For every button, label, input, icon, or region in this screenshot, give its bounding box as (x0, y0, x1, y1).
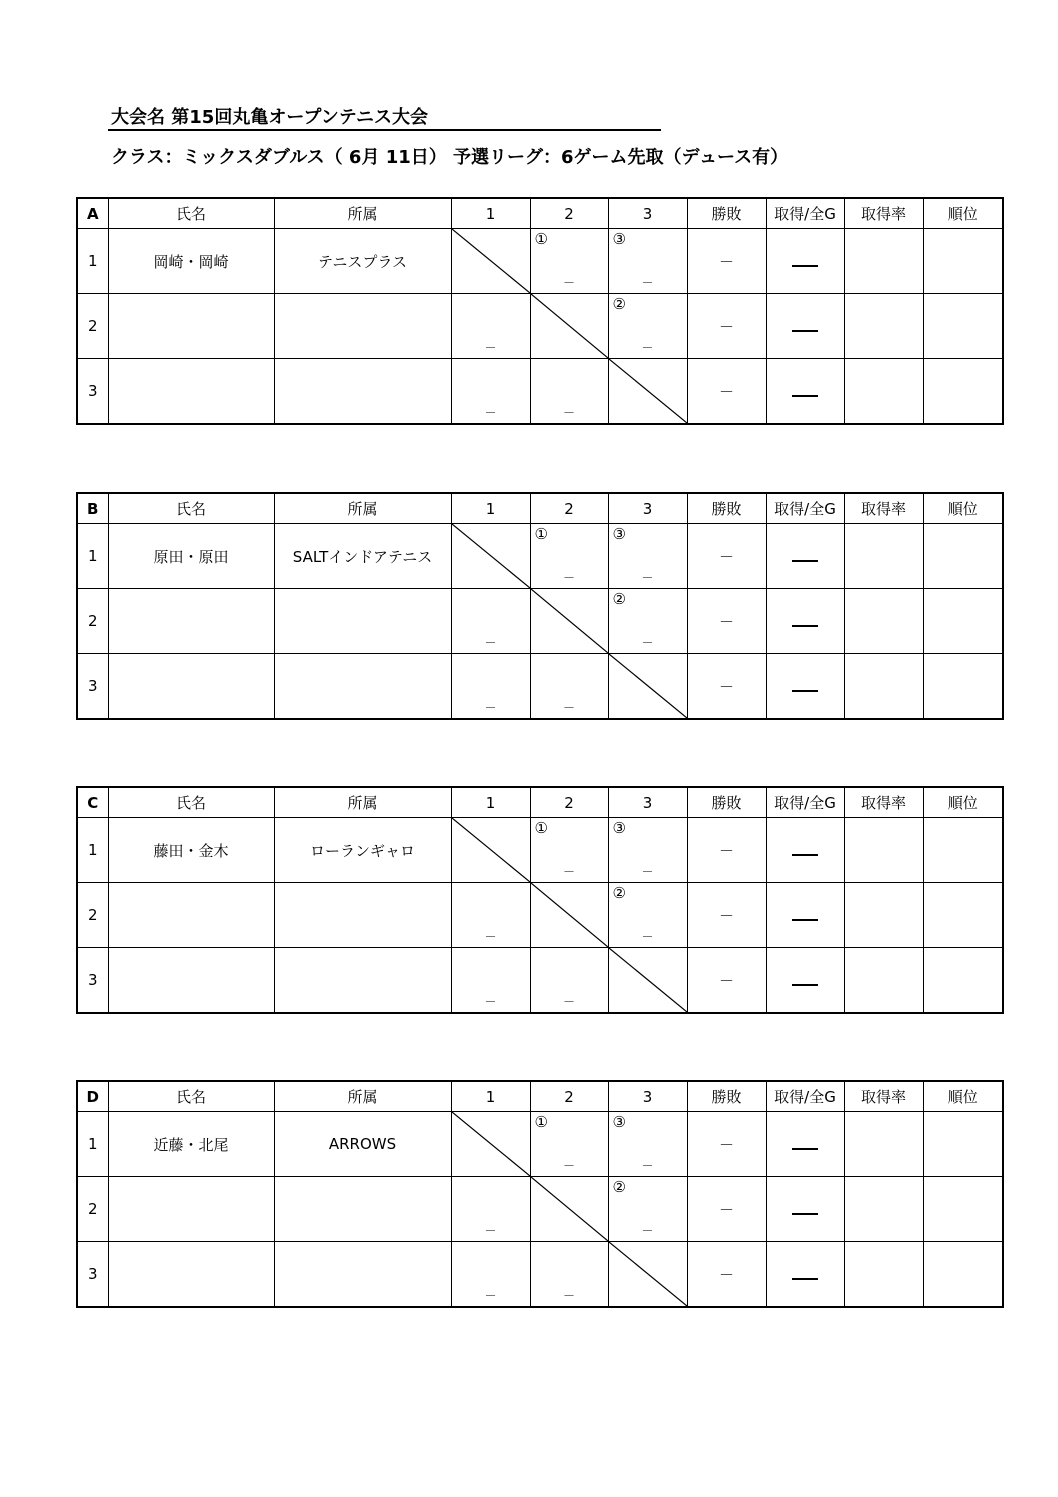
title-underline (108, 129, 661, 131)
score-dash: － (484, 341, 497, 355)
club-name (274, 1177, 451, 1242)
games-ratio-cell (766, 818, 844, 883)
club-name (274, 654, 451, 720)
player-row-2 (77, 883, 1003, 948)
club-name (274, 359, 451, 425)
header-row (77, 198, 1003, 229)
self-match-cell (608, 1242, 687, 1308)
player-row-1 (77, 524, 1003, 589)
self-match-cell (530, 294, 608, 359)
win-loss-cell: － (687, 948, 766, 1014)
row-number: 3 (77, 948, 108, 1014)
win-loss-cell: － (687, 229, 766, 294)
score-dash: － (641, 276, 654, 290)
match-order-mark: ③ (612, 230, 626, 248)
pair-name: 原田・原田 (108, 524, 274, 589)
score-dash: － (641, 1159, 654, 1173)
group-label: C (77, 787, 108, 818)
win-loss-cell: － (687, 589, 766, 654)
row-number: 2 (77, 589, 108, 654)
ratio-line (792, 1148, 818, 1150)
pair-name (108, 589, 274, 654)
player-row-1 (77, 818, 1003, 883)
pair-name: 岡崎・岡崎 (108, 229, 274, 294)
player-row-3 (77, 359, 1003, 425)
club-name (274, 1242, 451, 1308)
row-number: 1 (77, 1112, 108, 1177)
match-order-mark: ② (612, 884, 626, 902)
match-order-mark: ② (612, 590, 626, 608)
match-cell-3-1 (451, 654, 530, 720)
match-cell-1-2 (530, 229, 608, 294)
rank-cell (923, 524, 1003, 589)
score-dash: － (562, 1289, 575, 1303)
group-label: B (77, 493, 108, 524)
club-name (274, 589, 451, 654)
match-cell-1-3 (608, 229, 687, 294)
header-rank: 順位 (923, 198, 1003, 229)
rank-cell (923, 818, 1003, 883)
player-row-1 (77, 1112, 1003, 1177)
match-cell-3-2 (530, 654, 608, 720)
self-match-cell (608, 359, 687, 425)
player-row-2 (77, 589, 1003, 654)
header-win-rate: 取得率 (844, 198, 923, 229)
header-win-loss: 勝敗 (687, 787, 766, 818)
self-match-cell (451, 229, 530, 294)
match-cell-2-3 (608, 294, 687, 359)
header-win-loss: 勝敗 (687, 1081, 766, 1112)
games-ratio-cell (766, 1242, 844, 1308)
header-col-2: 2 (530, 787, 608, 818)
win-loss-cell: － (687, 524, 766, 589)
match-order-mark: ③ (612, 1113, 626, 1131)
header-col-1: 1 (451, 493, 530, 524)
header-games-ratio: 取得/全G (766, 493, 844, 524)
ratio-line (792, 265, 818, 267)
header-club: 所属 (274, 493, 451, 524)
pair-name (108, 948, 274, 1014)
club-name (274, 883, 451, 948)
header-name: 氏名 (108, 1081, 274, 1112)
rank-cell (923, 589, 1003, 654)
score-dash: － (641, 865, 654, 879)
match-cell-3-1 (451, 359, 530, 425)
header-club: 所属 (274, 1081, 451, 1112)
group-label: A (77, 198, 108, 229)
rank-cell (923, 948, 1003, 1014)
header-win-loss: 勝敗 (687, 198, 766, 229)
win-rate-cell (844, 1177, 923, 1242)
header-win-rate: 取得率 (844, 493, 923, 524)
win-rate-cell (844, 883, 923, 948)
header-col-3: 3 (608, 1081, 687, 1112)
row-number: 1 (77, 524, 108, 589)
win-loss-cell: － (687, 818, 766, 883)
games-ratio-cell (766, 294, 844, 359)
ratio-line (792, 919, 818, 921)
header-col-1: 1 (451, 787, 530, 818)
row-number: 2 (77, 294, 108, 359)
self-match-cell (451, 818, 530, 883)
ratio-line (792, 1213, 818, 1215)
win-loss-cell: － (687, 1242, 766, 1308)
header-row (77, 787, 1003, 818)
win-loss-cell: － (687, 883, 766, 948)
rank-cell (923, 359, 1003, 425)
pair-name: 近藤・北尾 (108, 1112, 274, 1177)
rank-cell (923, 229, 1003, 294)
rank-cell (923, 654, 1003, 720)
header-rank: 順位 (923, 787, 1003, 818)
header-row (77, 1081, 1003, 1112)
win-rate-cell (844, 1112, 923, 1177)
match-cell-3-1 (451, 948, 530, 1014)
player-row-1 (77, 229, 1003, 294)
self-match-cell (451, 1112, 530, 1177)
games-ratio-cell (766, 1177, 844, 1242)
match-cell-2-1 (451, 294, 530, 359)
club-name: テニスプラス (274, 229, 451, 294)
pair-name: 藤田・金木 (108, 818, 274, 883)
player-row-2 (77, 294, 1003, 359)
header-win-loss: 勝敗 (687, 493, 766, 524)
header-games-ratio: 取得/全G (766, 787, 844, 818)
player-row-2 (77, 1177, 1003, 1242)
header-name: 氏名 (108, 198, 274, 229)
win-rate-cell (844, 524, 923, 589)
games-ratio-cell (766, 589, 844, 654)
header-col-1: 1 (451, 1081, 530, 1112)
player-row-3 (77, 1242, 1003, 1308)
match-cell-1-2 (530, 818, 608, 883)
match-order-mark: ② (612, 1178, 626, 1196)
self-match-cell (608, 948, 687, 1014)
match-cell-1-3 (608, 524, 687, 589)
score-dash: － (562, 571, 575, 585)
win-rate-cell (844, 654, 923, 720)
games-ratio-cell (766, 948, 844, 1014)
match-cell-1-2 (530, 524, 608, 589)
self-match-cell (530, 589, 608, 654)
score-dash: － (641, 636, 654, 650)
pair-name (108, 294, 274, 359)
ratio-line (792, 690, 818, 692)
row-number: 2 (77, 1177, 108, 1242)
player-row-3 (77, 654, 1003, 720)
pair-name (108, 359, 274, 425)
league-table-a (76, 197, 1002, 425)
ratio-line (792, 1278, 818, 1280)
row-number: 3 (77, 359, 108, 425)
class-subtitle: クラス：ミックスダブルス（ 6月 11日） 予選リーグ：6ゲーム先取（デュース有） (111, 147, 789, 168)
row-number: 2 (77, 883, 108, 948)
self-match-cell (608, 654, 687, 720)
score-dash: － (562, 995, 575, 1009)
win-loss-cell: － (687, 359, 766, 425)
ratio-line (792, 625, 818, 627)
pair-name (108, 1242, 274, 1308)
win-loss-cell: － (687, 294, 766, 359)
ratio-line (792, 330, 818, 332)
header-name: 氏名 (108, 493, 274, 524)
score-dash: － (641, 1224, 654, 1238)
row-number: 1 (77, 229, 108, 294)
score-dash: － (484, 930, 497, 944)
league-table-b (76, 492, 1002, 720)
header-col-3: 3 (608, 493, 687, 524)
win-rate-cell (844, 948, 923, 1014)
header-col-3: 3 (608, 787, 687, 818)
score-dash: － (484, 995, 497, 1009)
ratio-line (792, 395, 818, 397)
club-name: ARROWS (274, 1112, 451, 1177)
header-name: 氏名 (108, 787, 274, 818)
games-ratio-cell (766, 359, 844, 425)
match-cell-1-3 (608, 1112, 687, 1177)
group-label: D (77, 1081, 108, 1112)
score-dash: － (484, 636, 497, 650)
win-rate-cell (844, 818, 923, 883)
club-name (274, 948, 451, 1014)
header-rank: 順位 (923, 1081, 1003, 1112)
match-cell-2-3 (608, 1177, 687, 1242)
player-row-3 (77, 948, 1003, 1014)
rank-cell (923, 883, 1003, 948)
match-cell-2-3 (608, 883, 687, 948)
pair-name (108, 654, 274, 720)
win-loss-cell: － (687, 654, 766, 720)
score-dash: － (484, 406, 497, 420)
win-rate-cell (844, 1242, 923, 1308)
win-rate-cell (844, 359, 923, 425)
score-dash: － (484, 701, 497, 715)
rank-cell (923, 294, 1003, 359)
match-cell-3-2 (530, 1242, 608, 1308)
self-match-cell (530, 1177, 608, 1242)
match-order-mark: ③ (612, 819, 626, 837)
score-dash: － (641, 571, 654, 585)
match-cell-2-1 (451, 883, 530, 948)
win-rate-cell (844, 229, 923, 294)
league-table-c (76, 786, 1002, 1014)
self-match-cell (451, 524, 530, 589)
score-dash: － (562, 701, 575, 715)
rank-cell (923, 1242, 1003, 1308)
header-col-1: 1 (451, 198, 530, 229)
score-dash: － (562, 276, 575, 290)
score-dash: － (641, 930, 654, 944)
match-order-mark: ① (534, 230, 548, 248)
match-order-mark: ① (534, 525, 548, 543)
club-name: ローランギャロ (274, 818, 451, 883)
match-cell-2-1 (451, 1177, 530, 1242)
match-cell-1-2 (530, 1112, 608, 1177)
club-name: SALTインドアテニス (274, 524, 451, 589)
ratio-line (792, 560, 818, 562)
row-number: 1 (77, 818, 108, 883)
match-cell-3-1 (451, 1242, 530, 1308)
header-col-2: 2 (530, 198, 608, 229)
match-order-mark: ① (534, 1113, 548, 1131)
match-order-mark: ③ (612, 525, 626, 543)
pair-name (108, 1177, 274, 1242)
score-dash: － (641, 341, 654, 355)
games-ratio-cell (766, 883, 844, 948)
match-order-mark: ① (534, 819, 548, 837)
win-loss-cell: － (687, 1177, 766, 1242)
tournament-title: 大会名 第15回丸亀オープンテニス大会 (111, 107, 428, 128)
header-row (77, 493, 1003, 524)
games-ratio-cell (766, 1112, 844, 1177)
score-dash: － (484, 1289, 497, 1303)
header-rank: 順位 (923, 493, 1003, 524)
self-match-cell (530, 883, 608, 948)
ratio-line (792, 854, 818, 856)
win-rate-cell (844, 294, 923, 359)
header-col-2: 2 (530, 1081, 608, 1112)
header-win-rate: 取得率 (844, 1081, 923, 1112)
match-cell-1-3 (608, 818, 687, 883)
games-ratio-cell (766, 229, 844, 294)
score-dash: － (562, 865, 575, 879)
league-table-d (76, 1080, 1002, 1308)
match-order-mark: ② (612, 295, 626, 313)
club-name (274, 294, 451, 359)
header-games-ratio: 取得/全G (766, 1081, 844, 1112)
match-cell-3-2 (530, 948, 608, 1014)
pair-name (108, 883, 274, 948)
header-games-ratio: 取得/全G (766, 198, 844, 229)
match-cell-3-2 (530, 359, 608, 425)
match-cell-2-3 (608, 589, 687, 654)
score-dash: － (562, 406, 575, 420)
games-ratio-cell (766, 524, 844, 589)
row-number: 3 (77, 654, 108, 720)
match-cell-2-1 (451, 589, 530, 654)
score-dash: － (484, 1224, 497, 1238)
header-club: 所属 (274, 198, 451, 229)
games-ratio-cell (766, 654, 844, 720)
win-loss-cell: － (687, 1112, 766, 1177)
header-win-rate: 取得率 (844, 787, 923, 818)
row-number: 3 (77, 1242, 108, 1308)
ratio-line (792, 984, 818, 986)
rank-cell (923, 1177, 1003, 1242)
header-club: 所属 (274, 787, 451, 818)
header-col-2: 2 (530, 493, 608, 524)
rank-cell (923, 1112, 1003, 1177)
score-dash: － (562, 1159, 575, 1173)
header-col-3: 3 (608, 198, 687, 229)
win-rate-cell (844, 589, 923, 654)
